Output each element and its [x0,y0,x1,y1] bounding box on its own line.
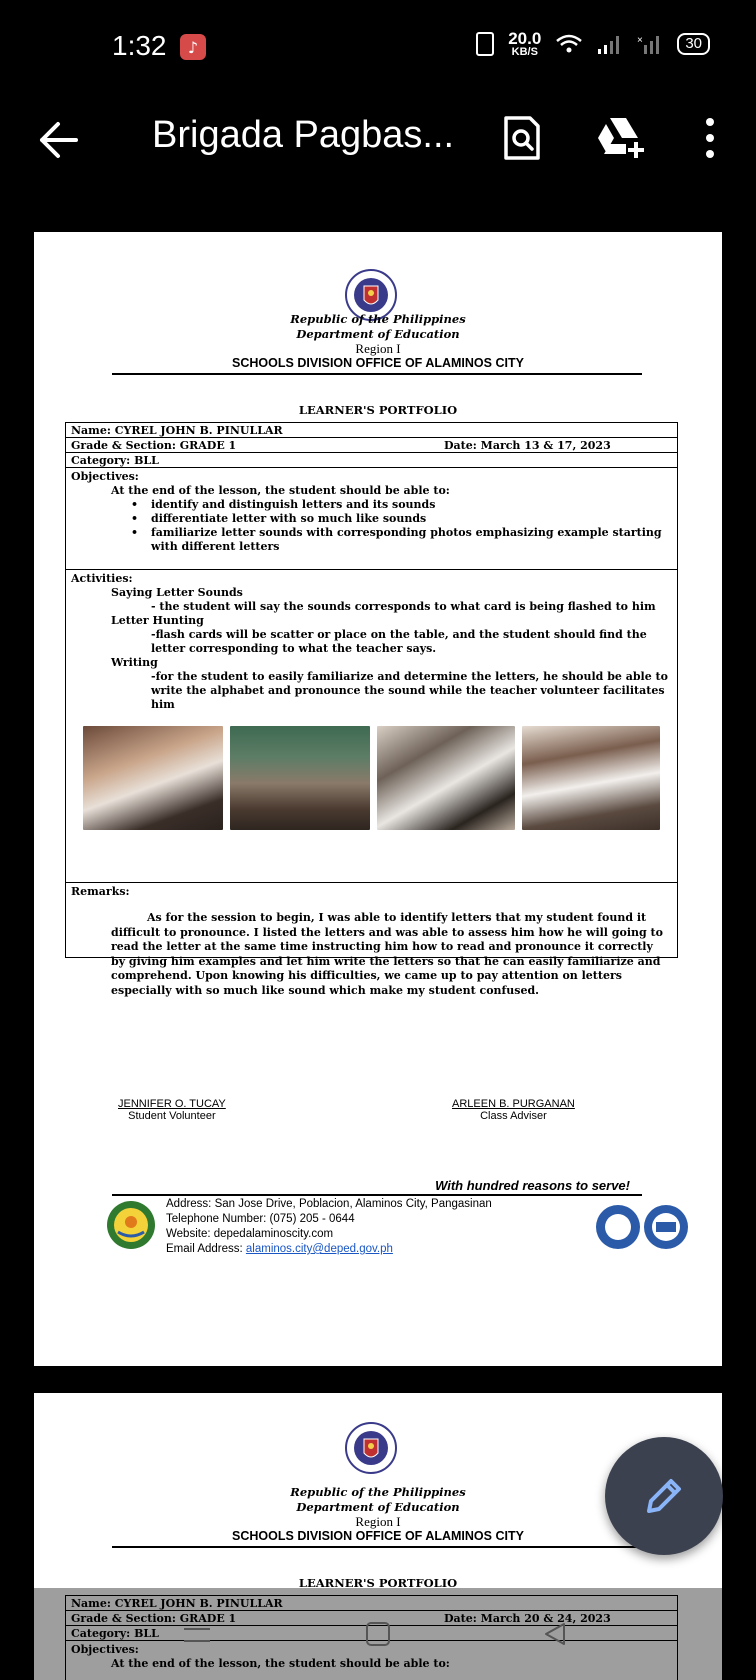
activity-desc: - the student will say the sounds corresponds to what card is being flashed to him [151,600,656,613]
activity-photo [522,726,660,830]
session-date: Date: March 13 & 17, 2023 [444,439,611,452]
activities-label: Activities: [71,572,133,585]
footer-website: Website: depedalaminoscity.com [166,1228,334,1240]
header-divider [112,1546,642,1548]
pencil-icon [641,1473,687,1519]
status-time: 1:32 [112,30,167,61]
back-arrow-icon[interactable] [36,118,80,162]
activity-desc: -flash cards will be scatter or place on the table, and the student should find the letter corresponding to what the teacher says. [151,628,647,655]
learner-name: Name: CYREL JOHN B. PINULLAR [71,1597,283,1610]
activity-photo [230,726,370,830]
sdo-alaminos-logo [106,1200,156,1250]
activity-photos [83,726,672,830]
objectives-cell [66,468,677,570]
more-options-icon[interactable] [700,114,720,162]
system-nav-bar [0,1588,756,1680]
objectives-intro: At the end of the lesson, the student should be able to: [111,1657,450,1670]
recent-apps-icon[interactable] [184,1628,210,1642]
category: Category: BLL [71,454,159,467]
grade-section: Grade & Section: GRADE 1 [71,1612,237,1625]
footer-email [166,1242,492,1257]
activity-name: Writing [111,656,158,669]
adviser-role: Class Adviser [480,1110,547,1122]
volunteer-name: JENNIFER O. TUCAY [118,1098,226,1110]
svg-text:×: × [637,35,644,46]
category-row [66,453,677,468]
footer-email-label: Email Address: [166,1243,246,1255]
signature-volunteer [118,1098,226,1122]
objective-item: • differentiate letter with so much like sounds [151,512,672,526]
remarks-text: As for the session to begin, I was able to identify letters that my student found it difficult to pronounce. I listed the letters and was able to assess him how he will going to read the letter at the same time instructing him how to read and pronounce it correctly by giving him examples and let him write the letters so that he can easily familiarize and comprehend. Upon knowing his difficulties, we came up to pay attention on letters especially with so much like sound which make my student confused. [111,911,663,997]
objective-item: • identify and distinguish letters and its sounds [151,498,672,512]
signature-adviser [452,1098,575,1122]
footer-address: Address: San Jose Drive, Poblacion, Alaminos City, Pangasinan [166,1198,492,1210]
wifi-icon [555,33,583,55]
category: Category: BLL [71,1627,159,1640]
footer-telephone: Telephone Number: (075) 205 - 0644 [166,1213,355,1225]
activity-name: Saying Letter Sounds [111,586,243,599]
doc-heading: LEARNER'S PORTFOLIO [298,403,458,417]
learner-name: Name: CYREL JOHN B. PINULLAR [71,424,283,437]
objective-item: • familiarize letter sounds with corresponding photos emphasizing example starting with different letters [151,526,672,554]
header-department: Department of Education [296,1500,460,1514]
edit-fab-button[interactable] [605,1437,723,1555]
portfolio-table [65,422,678,997]
doc-heading: LEARNER'S PORTFOLIO [298,1576,458,1590]
deped-seal-logo [344,1421,398,1475]
status-icons [476,30,710,58]
status-bar [0,0,756,96]
remarks-label: Remarks: [71,885,130,898]
activity-desc: -for the student to easily familiarize and determine the letters, he should be able to write the alphabet and pronounce the sound while the teacher volunteer facilitates him [151,670,668,711]
session-date: Date: March 20 & 24, 2023 [444,1612,611,1625]
signal-icon [597,33,623,55]
nav-back-icon[interactable] [542,1622,568,1646]
grade-row [66,438,677,453]
net-speed-unit: KB/S [511,46,538,58]
document-title: Brigada Pagbas... [152,114,455,156]
music-app-icon: ♪ [180,34,206,60]
iso-certification-logos [594,1203,690,1251]
header-division: SCHOOLS DIVISION OFFICE OF ALAMINOS CITY [232,356,524,370]
activity-photo [83,726,223,830]
header-region: Region I [355,341,401,356]
motto: With hundred reasons to serve! [435,1178,630,1193]
objectives-label: Objectives: [71,470,139,483]
activity-name: Letter Hunting [111,614,204,627]
header-divider [112,373,642,375]
home-icon[interactable] [366,1622,390,1646]
net-speed [508,30,541,58]
objectives-list [151,498,672,554]
objectives-intro: At the end of the lesson, the student should be able to: [111,484,450,497]
adviser-name: ARLEEN B. PURGANAN [452,1098,575,1110]
header-division: SCHOOLS DIVISION OFFICE OF ALAMINOS CITY [232,1529,524,1543]
vibrate-icon [476,32,494,56]
email-link[interactable]: alaminos.city@deped.gov.ph [245,1243,393,1255]
footer-divider [112,1194,642,1196]
add-to-drive-icon[interactable] [596,114,648,160]
net-speed-value: 20.0 [508,29,542,48]
header-region: Region I [355,1514,401,1529]
signal-no-service-icon [637,33,663,55]
battery-indicator: 30 [677,33,710,55]
header-republic: Republic of the Philippines [290,1485,466,1499]
grade-section: Grade & Section: GRADE 1 [71,439,237,452]
name-row [66,423,677,438]
header-republic: Republic of the Philippines [290,312,466,326]
activity-photo [377,726,515,830]
document-page-1 [34,232,722,1366]
objectives-label: Objectives: [71,1643,139,1656]
volunteer-role: Student Volunteer [128,1110,216,1122]
activities-cell [66,570,677,883]
header-department: Department of Education [296,327,460,341]
footer-contact [166,1197,492,1257]
remarks-cell [66,883,677,1000]
find-in-document-icon[interactable] [502,114,542,162]
